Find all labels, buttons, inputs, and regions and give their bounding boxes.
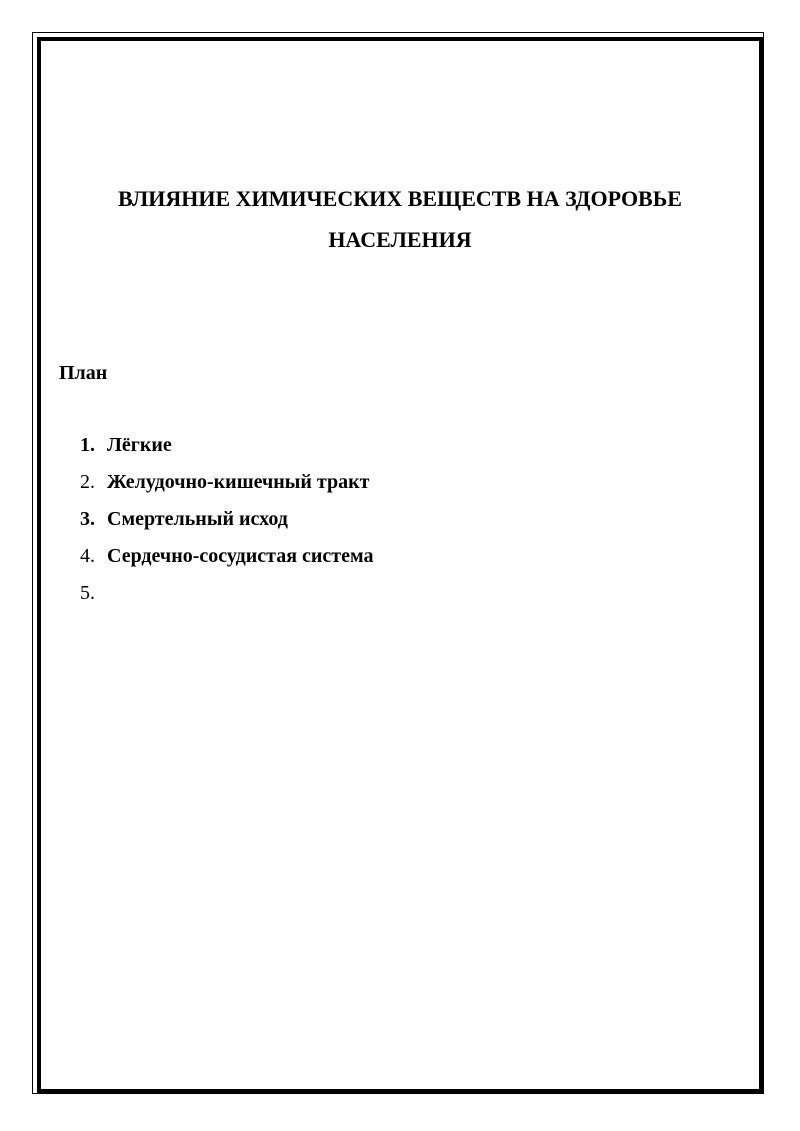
list-item-number: 5. [80, 582, 95, 604]
plan-heading: План [59, 362, 108, 384]
list-item-number: 1. [80, 434, 95, 456]
list-item [80, 506, 373, 543]
list-item-text: Лёгкие [107, 434, 172, 456]
list-item-text: Смертельный исход [107, 508, 288, 530]
list-item [80, 469, 373, 506]
list-item [80, 580, 373, 617]
list-item-text: Сердечно-сосудистая система [107, 545, 374, 567]
document-title: ВЛИЯНИЕ ХИМИЧЕСКИХ ВЕЩЕСТВ НА ЗДОРОВЬЕ НАСЕЛЕНИЯ [118, 186, 682, 252]
list-item-text: Желудочно-кишечный тракт [107, 471, 370, 493]
list-item-number: 3. [80, 508, 95, 530]
list-item-number: 2. [80, 471, 95, 493]
list-item [80, 543, 373, 580]
list-item [80, 432, 373, 469]
plan-list [80, 432, 373, 617]
list-item-number: 4. [80, 545, 95, 567]
